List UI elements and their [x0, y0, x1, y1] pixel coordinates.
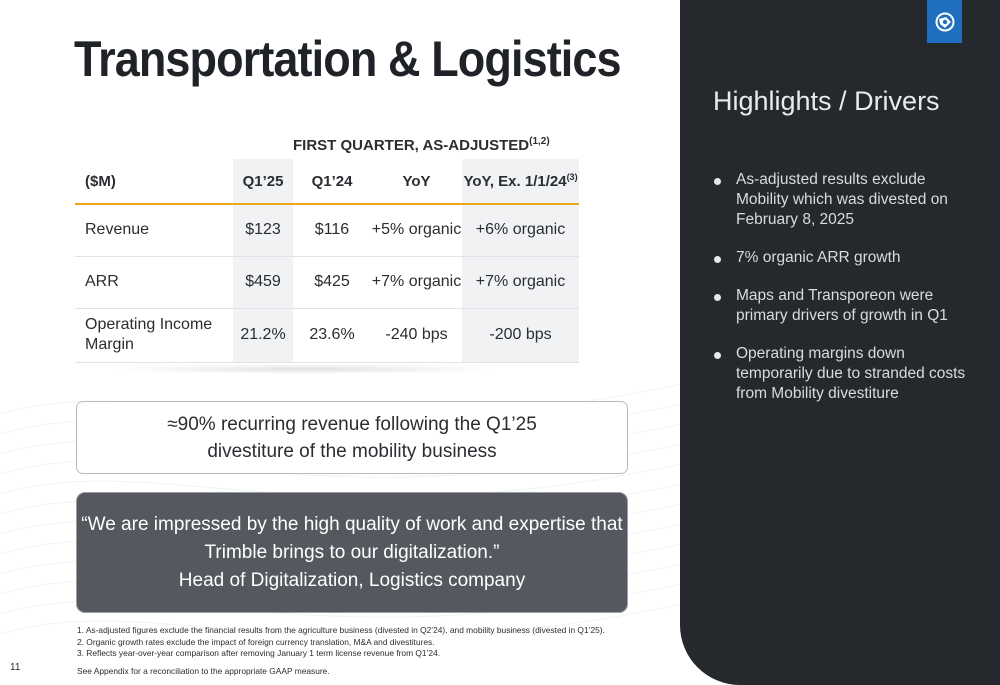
page-number: 11	[10, 662, 21, 673]
company-logo	[927, 0, 962, 43]
table-row	[75, 256, 579, 308]
list-item	[713, 344, 973, 404]
header-yoy-ex-superscript: (3)	[566, 172, 578, 182]
callout-line-2: divestiture of the mobility business	[207, 440, 497, 462]
globe-logo-icon	[933, 10, 957, 34]
list-item	[713, 286, 973, 326]
bullet-icon	[714, 294, 721, 301]
bullet-icon	[714, 178, 721, 185]
row-label: ARR	[75, 256, 233, 308]
table-row	[75, 204, 579, 256]
table-header-row	[75, 159, 579, 204]
highlight-text: Operating margins down temporarily due to stranded costs from Mobility divestiture	[736, 345, 966, 402]
bullet-icon	[714, 352, 721, 359]
customer-quote	[76, 492, 628, 613]
header-yoy-ex-text: YoY, Ex. 1/1/24	[463, 173, 567, 190]
recurring-revenue-callout	[76, 401, 628, 474]
highlight-text: As-adjusted results exclude Mobility which was divested on February 8, 2025	[736, 171, 948, 228]
cell-yoy-ex: +7% organic	[462, 256, 579, 308]
slide-title: Transportation & Logistics	[74, 31, 621, 87]
cell-yoy: +5% organic	[371, 204, 462, 256]
cell-q1-25: $123	[233, 204, 293, 256]
table-caption-superscript: (1,2)	[529, 136, 550, 147]
cell-yoy-ex: -200 bps	[462, 308, 579, 362]
table-caption-text: FIRST QUARTER, AS-ADJUSTED	[293, 137, 530, 154]
table-caption	[293, 136, 550, 154]
highlights-list	[713, 170, 973, 422]
cell-yoy-ex: +6% organic	[462, 204, 579, 256]
quote-line-1: “We are impressed by the high quality of work and expertise that	[81, 513, 623, 535]
header-yoy-ex	[462, 159, 579, 204]
cell-q1-24: $116	[293, 204, 371, 256]
cell-q1-25: 21.2%	[233, 308, 293, 362]
row-label: Revenue	[75, 204, 233, 256]
callout-line-1: ≈90% recurring revenue following the Q1’25	[167, 413, 537, 435]
financial-table	[75, 159, 579, 363]
cell-yoy: -240 bps	[371, 308, 462, 362]
quote-attribution: Head of Digitalization, Logistics company	[178, 569, 526, 591]
table-shadow	[110, 364, 500, 374]
footnote-item: 1. As-adjusted figures exclude the financial results from the agriculture business (divested in Q2’24), and mobility business (divested in Q1’25).	[77, 625, 605, 635]
cell-q1-24: 23.6%	[293, 308, 371, 362]
header-yoy: YoY	[371, 159, 462, 204]
cell-q1-25: $459	[233, 256, 293, 308]
row-label: Operating Income Margin	[75, 308, 233, 362]
table-row	[75, 308, 579, 362]
header-q1-25: Q1’25	[233, 159, 293, 204]
footnote-item: 3. Reflects year-over-year comparison after removing January 1 term license revenue from Q1’24.	[77, 648, 441, 658]
cell-q1-24: $425	[293, 256, 371, 308]
header-q1-24: Q1’24	[293, 159, 371, 204]
footnotes	[77, 625, 605, 660]
list-item	[713, 170, 973, 230]
list-item	[713, 248, 973, 268]
cell-yoy: +7% organic	[371, 256, 462, 308]
highlights-title: Highlights / Drivers	[713, 86, 940, 116]
quote-line-2: Trimble brings to our digitalization.”	[204, 541, 500, 563]
header-label: ($M)	[75, 159, 233, 204]
footnote-item: 2. Organic growth rates exclude the impact of foreign currency translation, M&A and divestitures.	[77, 636, 435, 647]
highlight-text: Maps and Transporeon were primary drivers of growth in Q1	[736, 287, 948, 324]
highlight-text: 7% organic ARR growth	[736, 249, 901, 266]
bullet-icon	[714, 256, 721, 263]
appendix-note: See Appendix for a reconciliation to the appropriate GAAP measure.	[77, 666, 330, 676]
